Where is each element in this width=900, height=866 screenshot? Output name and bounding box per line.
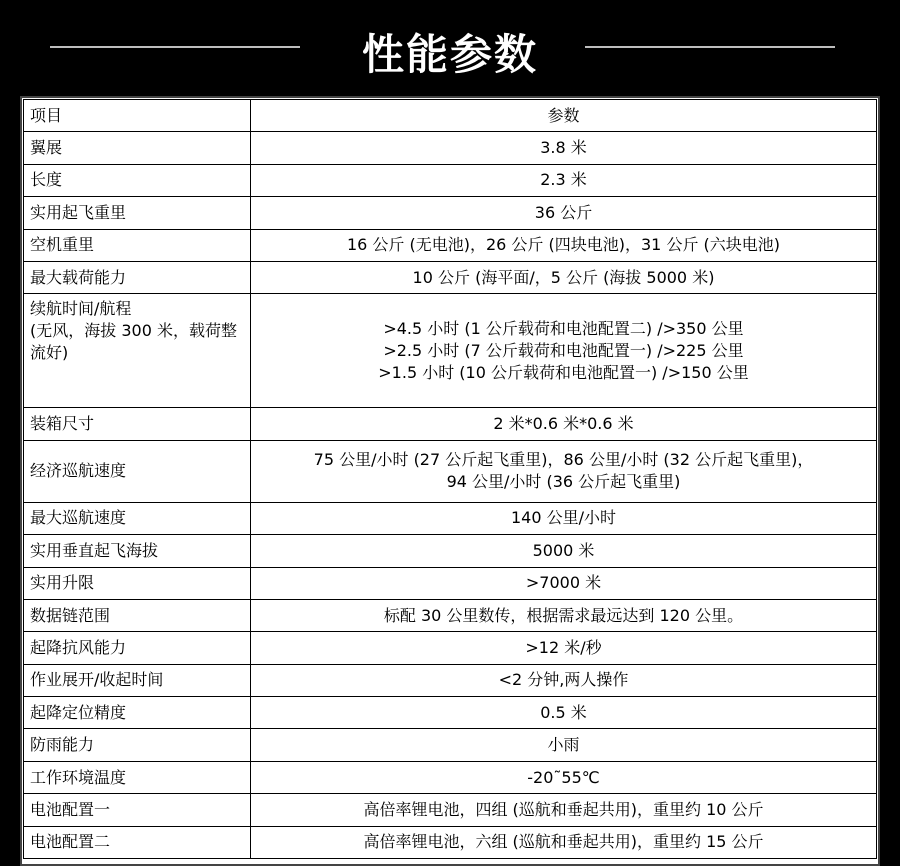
row-value xyxy=(251,440,877,502)
row-value xyxy=(251,132,877,164)
row-value-line: -20˜55℃ xyxy=(527,767,600,787)
row-value xyxy=(251,664,877,696)
row-label-line: 实用垂直起飞海拔 xyxy=(30,540,159,560)
row-value xyxy=(251,567,877,599)
table-row xyxy=(24,599,877,631)
row-label-line: 作业展开/收起时间 xyxy=(30,670,164,690)
row-value xyxy=(251,794,877,826)
row-value xyxy=(251,502,877,534)
row-value xyxy=(251,164,877,196)
table-row xyxy=(24,761,877,793)
row-value-line: <2 分钟,两人操作 xyxy=(498,670,629,690)
row-label-line: 工作环境温度 xyxy=(30,767,127,787)
row-label-line: 翼展 xyxy=(30,138,63,158)
row-label xyxy=(24,229,251,261)
row-value-line: 5000 米 xyxy=(532,540,595,560)
row-value-line: >12 米/秒 xyxy=(525,637,602,657)
table-row xyxy=(24,794,877,826)
row-value xyxy=(251,408,877,440)
row-label xyxy=(24,567,251,599)
row-value-line: 高倍率锂电池，四组 (巡航和垂起共用)，重里约 10 公斤 xyxy=(363,799,764,819)
table-row xyxy=(24,440,877,502)
row-value-line: 0.5 米 xyxy=(540,702,587,722)
row-label-line: (无风，海拔 300 米，载荷整流好) xyxy=(30,321,237,363)
row-label xyxy=(24,164,251,196)
row-value xyxy=(251,535,877,567)
row-label-line: 空机重里 xyxy=(30,235,95,255)
row-label-line: 最大载荷能力 xyxy=(30,267,127,287)
table-row xyxy=(24,664,877,696)
row-value xyxy=(251,826,877,858)
row-label-line: 续航时间/航程 xyxy=(30,299,132,319)
table-row xyxy=(24,502,877,534)
table-row xyxy=(24,632,877,664)
row-value-line: 2 米*0.6 米*0.6 米 xyxy=(493,414,634,434)
row-value-line: 标配 30 公里数传，根据需求最远达到 120 公里。 xyxy=(383,605,744,625)
row-value-line: 75 公里/小时 (27 公斤起飞重里)，86 公里/小时 (32 公斤起飞重里)， xyxy=(313,450,814,470)
row-value-line: 2.3 米 xyxy=(540,170,587,190)
spec-table-container xyxy=(20,96,880,866)
header-rule-right xyxy=(585,46,835,48)
row-value-line: 3.8 米 xyxy=(540,138,587,158)
row-label-line: 电池配置二 xyxy=(30,832,111,852)
row-label-line: 数据链范围 xyxy=(30,605,111,625)
row-value-line: 94 公里/小时 (36 公斤起飞重里) xyxy=(446,472,681,492)
row-value-line: >7000 米 xyxy=(525,573,602,593)
row-label-line: 经济巡航速度 xyxy=(30,461,127,481)
row-label-line: 起降定位精度 xyxy=(30,702,127,722)
row-value xyxy=(251,697,877,729)
row-label-line: 起降抗风能力 xyxy=(30,637,127,657)
row-value xyxy=(251,761,877,793)
row-value xyxy=(251,294,877,408)
row-value xyxy=(251,197,877,229)
table-header-row xyxy=(24,100,877,132)
column-header-value: 参数 xyxy=(251,100,877,132)
row-label xyxy=(24,664,251,696)
table-row xyxy=(24,535,877,567)
row-value-line: 小雨 xyxy=(547,735,580,755)
row-label-line: 最大巡航速度 xyxy=(30,508,127,528)
row-value-line: 36 公斤 xyxy=(534,202,593,222)
row-label xyxy=(24,794,251,826)
row-value xyxy=(251,729,877,761)
table-row xyxy=(24,729,877,761)
table-row xyxy=(24,697,877,729)
row-label xyxy=(24,502,251,534)
row-label xyxy=(24,826,251,858)
row-value-line: 高倍率锂电池，六组 (巡航和垂起共用)，重里约 15 公斤 xyxy=(363,832,764,852)
row-label xyxy=(24,440,251,502)
row-label-line: 装箱尺寸 xyxy=(30,414,95,434)
page-header xyxy=(0,0,900,96)
table-row xyxy=(24,408,877,440)
row-value-line: >4.5 小时 (1 公斤载荷和电池配置二) />350 公里 xyxy=(383,318,744,338)
row-value xyxy=(251,599,877,631)
row-label xyxy=(24,632,251,664)
table-row xyxy=(24,132,877,164)
row-label xyxy=(24,535,251,567)
row-label-line: 实用起飞重里 xyxy=(30,202,127,222)
row-label-line: 电池配置一 xyxy=(30,799,111,819)
row-value-line: >1.5 小时 (10 公斤载荷和电池配置一) />150 公里 xyxy=(378,362,749,382)
row-value-line: 16 公斤 (无电池)，26 公斤 (四块电池)，31 公斤 (六块电池) xyxy=(346,235,781,255)
row-label xyxy=(24,697,251,729)
row-label xyxy=(24,729,251,761)
table-row xyxy=(24,164,877,196)
row-value xyxy=(251,261,877,293)
row-label xyxy=(24,294,251,408)
table-row xyxy=(24,197,877,229)
row-label xyxy=(24,261,251,293)
row-label xyxy=(24,408,251,440)
row-label-line: 长度 xyxy=(30,170,63,190)
column-header-item: 项目 xyxy=(24,100,251,132)
spec-table xyxy=(23,99,877,859)
row-label xyxy=(24,599,251,631)
row-label xyxy=(24,197,251,229)
row-label xyxy=(24,132,251,164)
row-label-line: 实用升限 xyxy=(30,573,95,593)
table-row xyxy=(24,567,877,599)
row-value-line: 10 公斤 (海平面/，5 公斤 (海拔 5000 米) xyxy=(412,267,715,287)
row-value xyxy=(251,229,877,261)
row-label xyxy=(24,761,251,793)
table-row xyxy=(24,229,877,261)
row-value xyxy=(251,632,877,664)
table-row xyxy=(24,294,877,408)
row-value-line: 140 公里/小时 xyxy=(510,508,617,528)
table-row xyxy=(24,261,877,293)
row-value-line: >2.5 小时 (7 公斤载荷和电池配置一) />225 公里 xyxy=(383,340,744,360)
table-row xyxy=(24,826,877,858)
page-title: 性能参数 xyxy=(361,30,538,79)
row-label-line: 防雨能力 xyxy=(30,735,95,755)
